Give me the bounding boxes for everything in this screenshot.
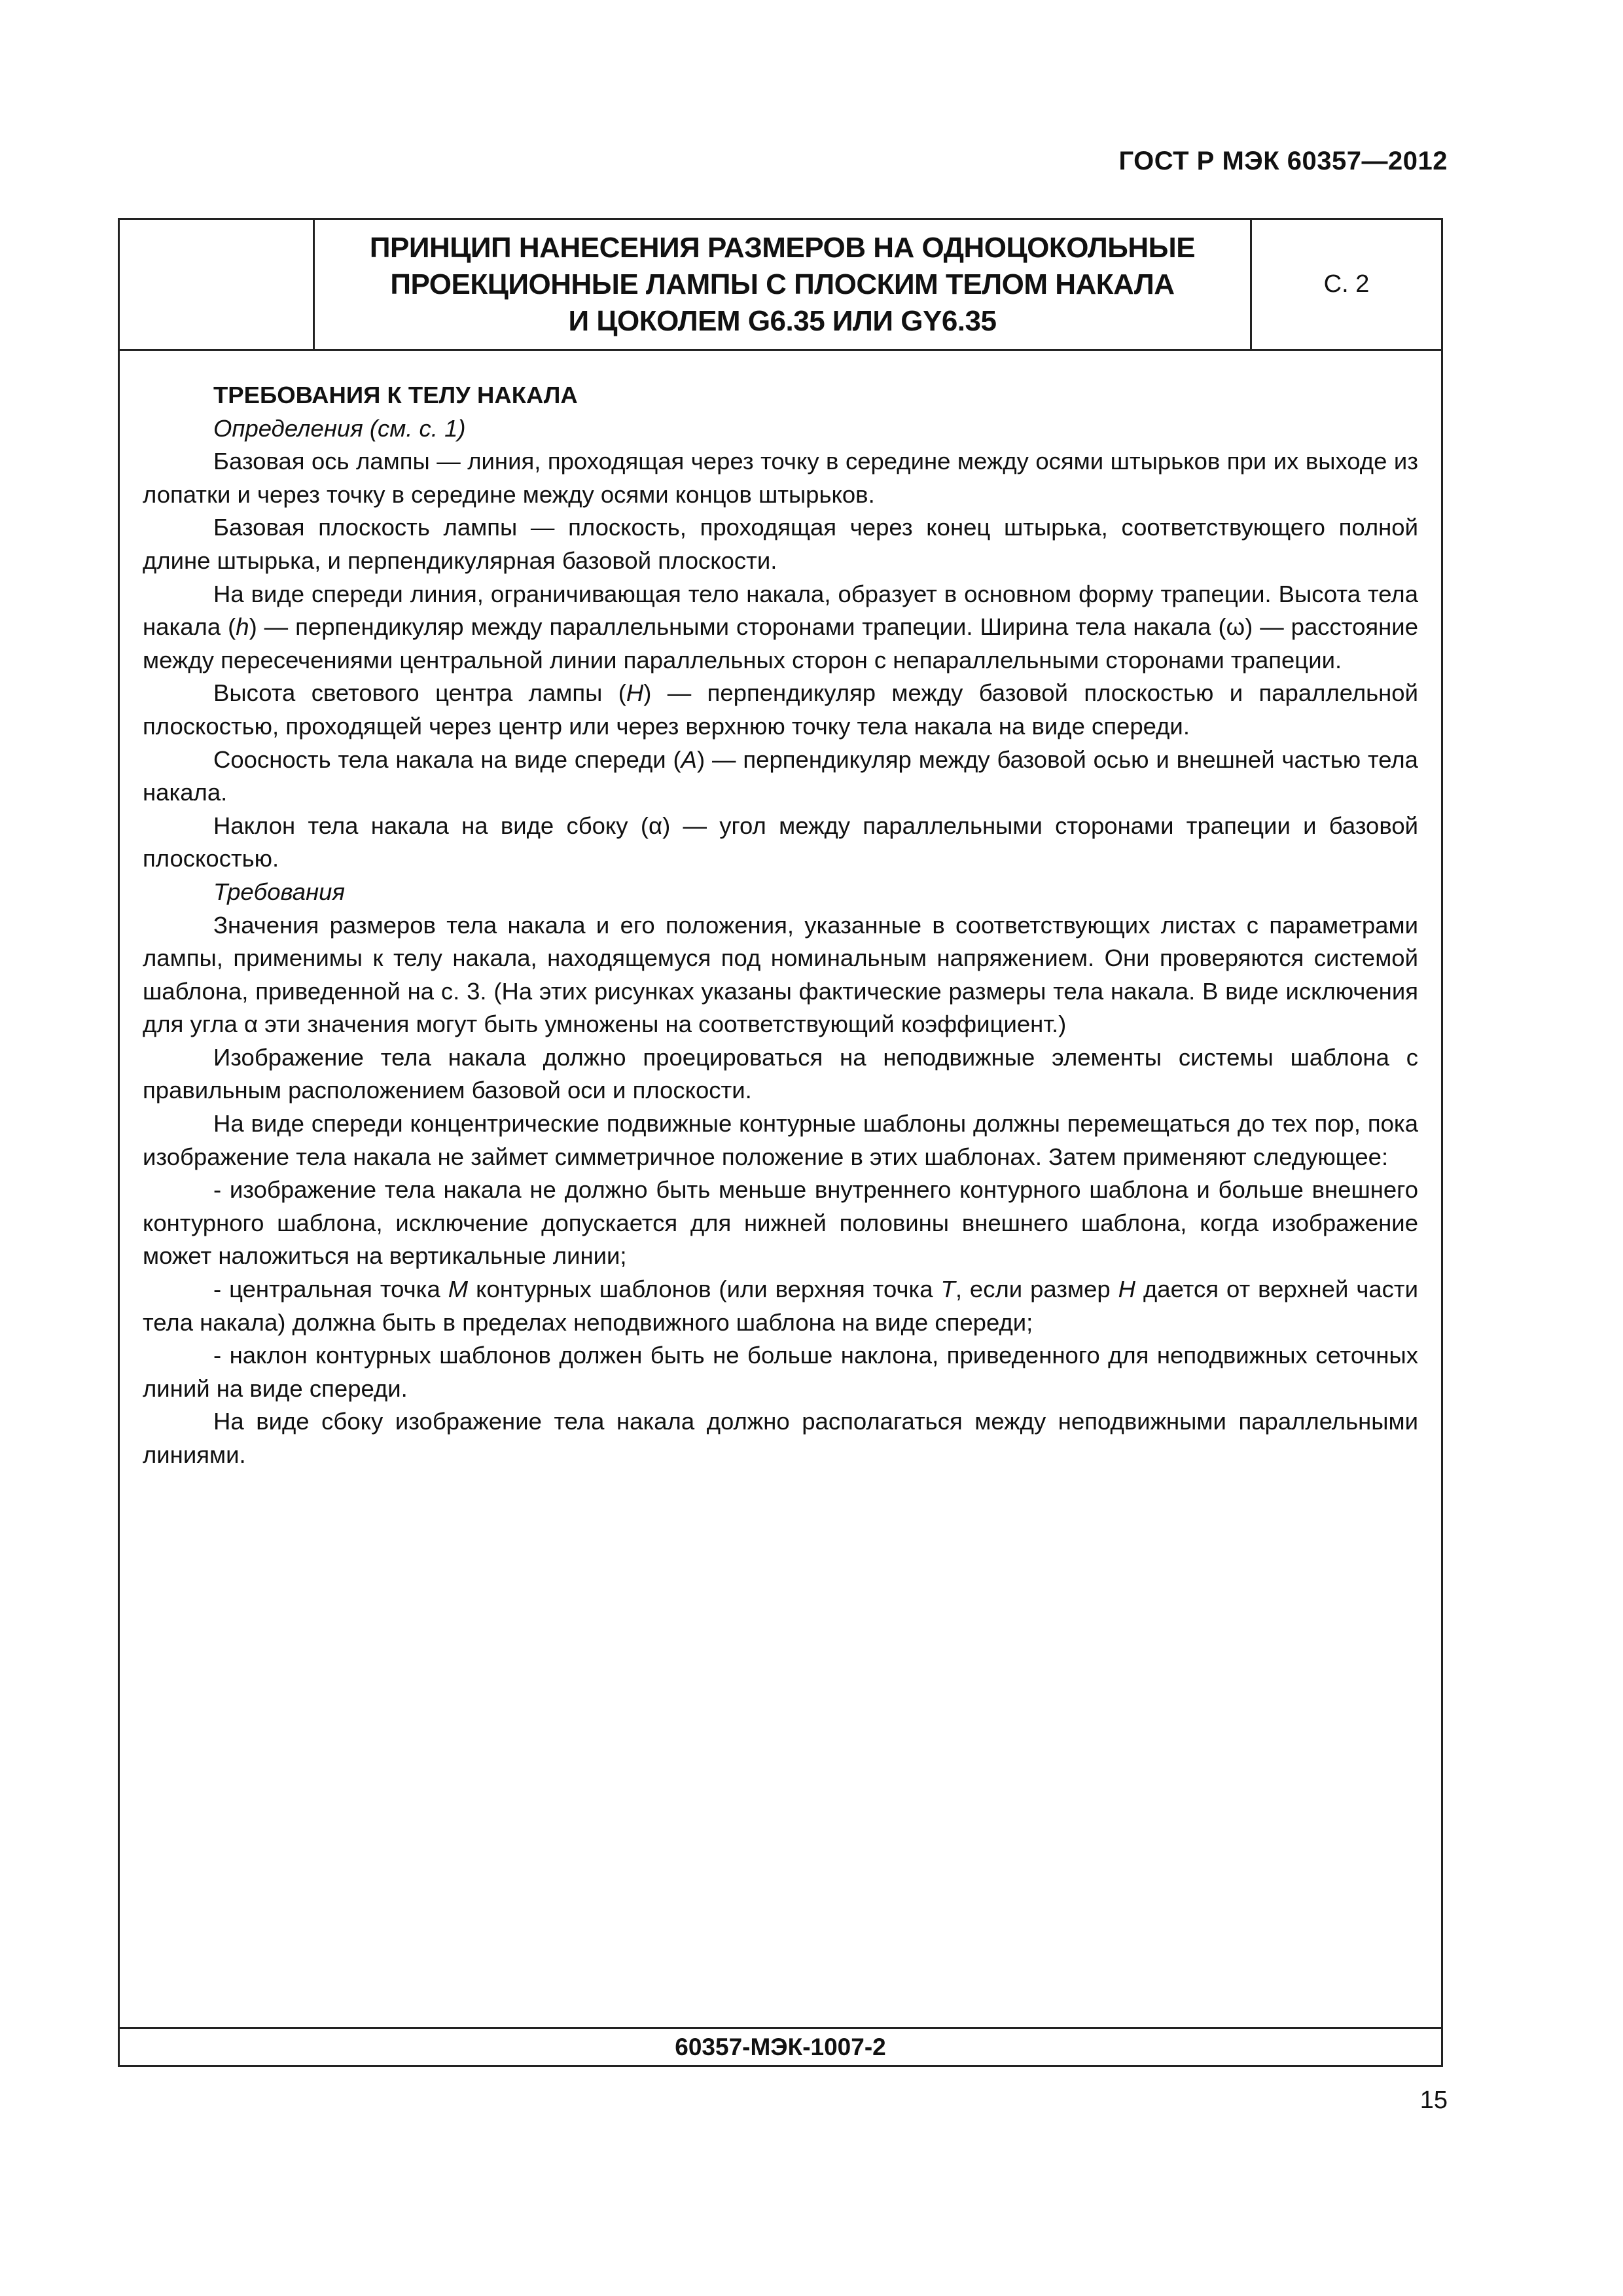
paragraph-base-axis: Базовая ось лампы — линия, проходящая через точку в середине между осями штырьков при их выходе из лопатки и через точку в середине между осями концов штырьков. — [143, 448, 1418, 508]
definitions-label: Определения (см. с. 1) — [213, 414, 466, 442]
symbol-T: T — [940, 1276, 955, 1303]
paragraph-filament-shape: На виде спереди линия, ограничивающая тело накала, образует в основном форму трапеции. Высота тела накала (h) — перпендикуляр между параллельными сторонами трапеции. Ширина тела накала (ω) — расстояние между пересечениями центральной линии параллельных сторон с непараллельными сторонами трапеции. — [143, 580, 1418, 673]
page-number: 15 — [1419, 2087, 1448, 2114]
paragraph-side-view: На виде сбоку изображение тела накала должно располагаться между неподвижными параллельными линиями. — [143, 1408, 1418, 1468]
list-item: - центральная точка M контурных шаблонов (или верхняя точка T, если размер H дается от верхней части тела накала) должна быть в пределах неподвижного шаблона на виде спереди; — [143, 1276, 1418, 1336]
sheet-number: С. 2 — [1323, 270, 1370, 298]
symbol-h: h — [236, 613, 249, 641]
document-body — [143, 379, 1418, 1472]
document-frame — [118, 218, 1443, 2067]
title-line: ПРОЕКЦИОННЫЕ ЛАМПЫ С ПЛОСКИМ ТЕЛОМ НАКАЛА — [390, 268, 1175, 300]
sheet-code: 60357-МЭК-1007-2 — [120, 2027, 1441, 2065]
list-item: - наклон контурных шаблонов должен быть не больше наклона, приведенного для неподвижных сеточных линий на виде спереди. — [143, 1342, 1418, 1402]
paragraph-tilt: Наклон тела накала на виде сбоку (α) — угол между параллельными сторонами трапеции и базовой плоскостью. — [143, 812, 1419, 872]
symbol-A: A — [681, 745, 698, 773]
paragraph-alignment: Соосность тела накала на виде спереди (A) — перпендикуляр между базовой осью и внешней частью тела накала. — [143, 745, 1418, 806]
symbol-alpha: α — [648, 812, 663, 839]
paragraph-light-center-height: Высота светового центра лампы (H) — перпендикуляр между базовой плоскостью и параллельной плоскостью, проходящей через центр или через верхнюю точку тела накала на виде спереди. — [143, 679, 1418, 740]
standard-designation: ГОСТ Р МЭК 60357—2012 — [1118, 147, 1448, 175]
list-item: - изображение тела накала не должно быть меньше внутреннего контурного шаблона и больше внешнего контурного шаблона, исключение допускается для нижней половины внешнего шаблона, когда изображение может наложиться на вертикальные линии; — [143, 1176, 1418, 1270]
paragraph-projection: Изображение тела накала должно проецироваться на неподвижные элементы системы шаблона с правильным расположением базовой оси и плоскости. — [143, 1043, 1418, 1104]
symbol-M: M — [448, 1276, 469, 1303]
symbol-alpha: α — [244, 1011, 259, 1038]
symbol-H: H — [626, 679, 644, 707]
paragraph-front-view: На виде спереди концентрические подвижные контурные шаблоны должны перемещаться до тех пор, пока изображение тела накала не займет симметричное положение в этих шаблонах. Затем применяют следующее: — [143, 1110, 1418, 1170]
requirements-label: Требования — [213, 878, 345, 905]
title-line: ПРИНЦИП НАНЕСЕНИЯ РАЗМЕРОВ НА ОДНОЦОКОЛЬНЫЕ — [369, 231, 1196, 264]
paragraph-dimension-values: Значения размеров тела накала и его положения, указанные в соответствующих листах с параметрами лампы, применимы к телу накала, находящемуся под номинальным напряжением. Они проверяются системой шаблона, приведенной на с. 3. (На этих рисунках указаны фактические размеры тела накала. В виде исключения для угла α эти значения могут быть умножены на соответствующий коэффициент.) — [143, 911, 1418, 1038]
paragraph-base-plane: Базовая плоскость лампы — плоскость, проходящая через конец штырька, соответствующего полной длине штырька, и перпендикулярная базовой плоскости. — [143, 514, 1418, 574]
title-line: И ЦОКОЛЕМ G6.35 ИЛИ GY6.35 — [568, 304, 997, 337]
title-block — [120, 220, 1441, 351]
title-cell — [313, 220, 1252, 349]
symbol-omega: ω — [1226, 613, 1245, 641]
symbol-H: H — [1118, 1276, 1136, 1303]
section-heading: ТРЕБОВАНИЯ К ТЕЛУ НАКАЛА — [213, 382, 578, 408]
